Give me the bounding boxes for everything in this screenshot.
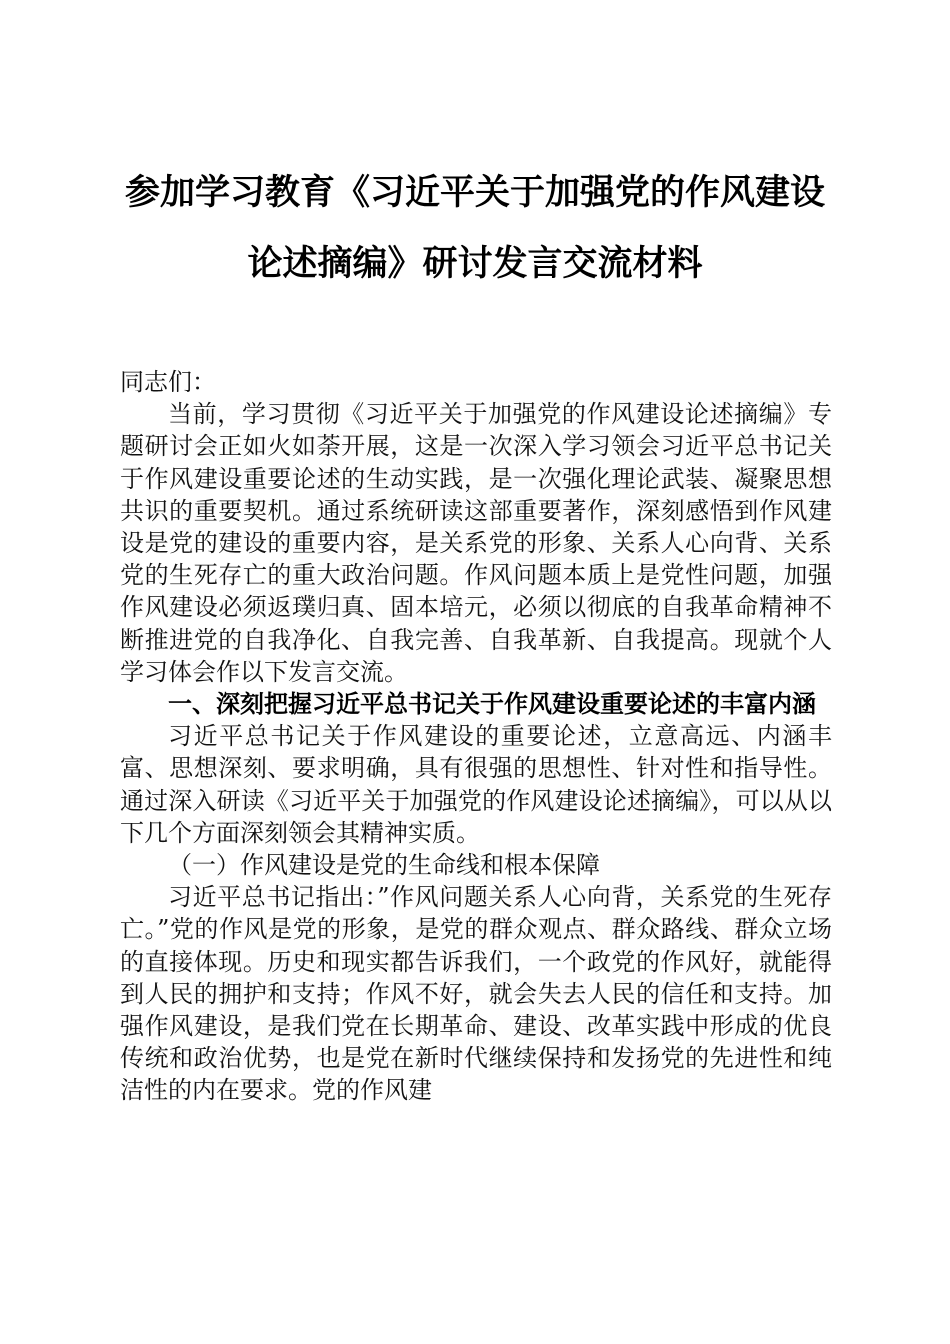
document-title-line-1: 参加学习教育《习近平关于加强党的作风建设 <box>124 172 825 213</box>
intro-paragraph: 当前，学习贯彻《习近平关于加强党的作风建设论述摘编》专题研讨会正如火如荼开展，这是一次深入学习领会习近平总书记关于作风建设重要论述的生动实践，是一次强化理论武装、凝聚思想共识的重要契机。通过系统研读这部重要著作，深刻感悟到作风建设是党的建设的重要内容，是关系党的形象、关系人心向背、关系党的生死存亡的重大政治问题。作风问题本质上是党性问题，加强作风建设必须返璞归真、固本培元，必须以彻底的自我革命精神不断推进党的自我净化、自我完善、自我革新、自我提高。现就个人学习体会作以下发言交流。 <box>120 400 832 686</box>
document-body <box>120 366 832 1107</box>
subsection-1-paragraph: 习近平总书记指出：”作风问题关系人心向背，关系党的生死存亡。”党的作风是党的形象，是党的群众观点、群众路线、群众立场的直接体现。历史和现实都告诉我们，一个政党的作风好，就能得到人民的拥护和支持；作风不好，就会失去人民的信任和支持。加强作风建设，是我们党在长期革命、建设、改革实践中形成的优良传统和政治优势，也是党在新时代继续保持和发扬党的先进性和纯洁性的内在要求。党的作风建 <box>120 883 832 1105</box>
salutation: 同志们： <box>120 368 216 396</box>
document-title-line-2: 论述摘编》研讨发言交流材料 <box>247 243 703 284</box>
section-1-heading: 一、深刻把握习近平总书记关于作风建设重要论述的丰富内涵 <box>168 690 816 719</box>
subsection-1-heading: （一）作风建设是党的生命线和根本保障 <box>168 851 600 880</box>
section-1-paragraph: 习近平总书记关于作风建设的重要论述，立意高远、内涵丰富、思想深刻、要求明确，具有很强的思想性、针对性和指导性。通过深入研读《习近平关于加强党的作风建设论述摘编》，可以从以下几个方面深刻领会其精神实质。 <box>120 722 832 847</box>
